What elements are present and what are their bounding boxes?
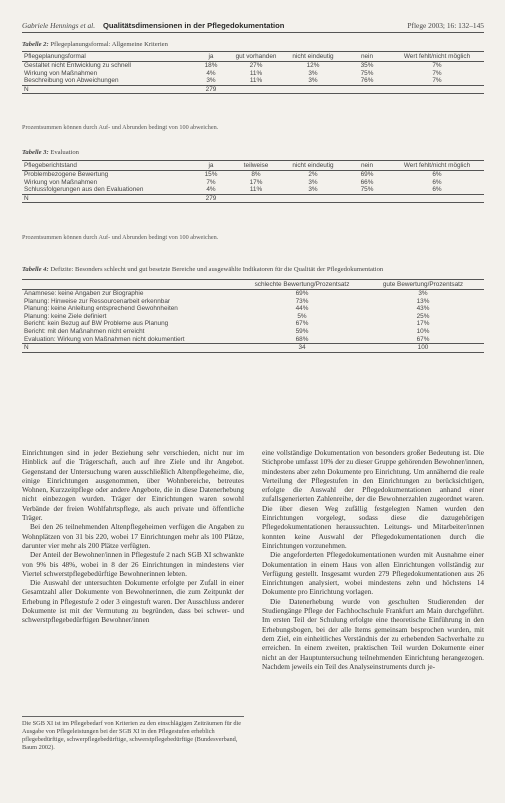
table2-caption-text: Evaluation — [50, 149, 79, 156]
table-cell: 15% — [204, 171, 218, 178]
table-row — [22, 70, 484, 78]
table-cell: Problembezogene Bewertung — [24, 171, 109, 178]
table2 — [22, 160, 484, 203]
table-cell: 5% — [297, 312, 307, 320]
table-row — [22, 305, 484, 313]
table-cell: 75% — [360, 186, 374, 194]
table-cell: 7% — [432, 69, 442, 77]
table-cell: N — [22, 194, 192, 203]
table3-caption-label: Tabelle 4: — [22, 266, 49, 273]
running-head — [22, 21, 484, 33]
table-cell: 3% — [308, 69, 318, 77]
table3 — [22, 279, 484, 353]
table-row — [22, 171, 484, 179]
table-cell: Evaluation: Wirkung von Maßnahmen nicht dokumentiert — [24, 335, 185, 343]
table-cell: 3% — [308, 77, 318, 85]
table2-note: Prozentsummen können durch Auf- und Abrunden bedingt von 100 abweichen. — [22, 234, 219, 241]
table-cell: 75% — [360, 69, 374, 77]
table-cell: 11% — [249, 77, 263, 85]
table-cell: 18% — [204, 62, 218, 69]
table-n-row — [22, 344, 484, 353]
table-cell: 76% — [360, 77, 374, 85]
body-column-right — [262, 448, 484, 671]
table-cell: 2% — [308, 171, 318, 178]
table1-caption-label: Tabelle 2: — [22, 41, 49, 48]
table2-col-header: Wert fehlt/nicht möglich — [390, 161, 484, 171]
table-cell: 7% — [432, 77, 442, 85]
table-cell: Bericht: kein Bezug auf BW Probleme aus Planung — [24, 320, 169, 328]
table-row — [22, 186, 484, 194]
body-paragraph: eine vollständige Dokumentation von besonders großer Bedeutung ist. Die Stichprobe umfasst 10% der zu dieser Gruppe gehörenden Bewohner/innen, mindestens aber zehn Dokumente pro Einrichtung. Um annähernd die reale Verteilung der Pflegestufen in den Einrichtungen zu berücksichtigen, erfolgte die Auswahl der Pflegedokumentationen anhand einer zufallsgenerierten Zahlenreihe, der die Bewohnerzahlen zugeordnet waren. Die über diesen Weg zufällig festgelegten Namen wurden den Einrichtungen vorgelegt, sodass diese die dazugehörigen Pflegedokumentationen heraussuchten. Leitungs- und Mitarbeiter/innen konnten keine Auswahl der Pflegedokumentationen durch die Einrichtungen vorzunehmen. — [262, 448, 484, 550]
table-cell: 66% — [360, 178, 374, 186]
body-paragraph: Die angeforderten Pflegedokumentationen wurden mit Ausnahme einer Dokumentation in einem Haus von allen Einrichtungen vollständig zur Verfügung gestellt. Insgesamt wurden 279 Pflegedokumentationen aus 26 Einrichtungen analysiert, wobei mindestens zehn und höchstens 14 Dokumente pro Einrichtung vorlagen. — [262, 550, 484, 597]
table-cell: 7% — [432, 62, 442, 69]
table-cell: 12% — [306, 62, 320, 69]
table2-header-row — [22, 161, 484, 171]
header-title: Qualitätsdimensionen in der Pflegedokumentation — [102, 21, 285, 30]
table2-col-header: nicht eindeutig — [282, 161, 344, 171]
table-row — [22, 336, 484, 344]
table-cell: N — [22, 344, 242, 353]
table-row — [22, 328, 484, 336]
table-cell: 3% — [418, 290, 428, 297]
table-cell: 68% — [295, 335, 309, 343]
table-cell: 3% — [308, 186, 318, 194]
table2-caption — [22, 149, 79, 156]
table-cell: Planung: keine Anleitung entsprechend Gewohnheiten — [24, 305, 178, 313]
table1-col-header: ja — [192, 52, 230, 62]
body-paragraph: Einrichtungen sind in jeder Beziehung sehr verschieden, nicht nur im Hinblick auf die Trägerschaft, auch auf ihre Ziele und ihr Angebot. Gegenstand der Untersuchung waren ausschließlich Altenpflegeheime, die, einige Einrichtungen ausgenommen, über Wohnbereiche, betreutes Wohnen, Kurzzeitpflege oder andere Angebote, die in diese Datenerhebung nicht einbezogen wurden. Träger der Einrichtungen waren sowohl Verbände der freien Wohlfahrtspflege, als auch private und öffentliche Träger. — [22, 448, 244, 523]
table-cell: 17% — [249, 178, 263, 186]
table-cell: 279 — [192, 194, 230, 203]
table1-caption-text: Pflegeplanungsformal: Allgemeine Kriterien — [50, 41, 168, 48]
table3-col-header — [22, 280, 242, 290]
table-row — [22, 298, 484, 306]
table-cell: 4% — [206, 69, 216, 77]
table-cell: 13% — [416, 297, 430, 305]
table3-caption — [22, 266, 383, 273]
table-cell: 67% — [416, 335, 430, 343]
table2-col-header: Pflegeberichtstand — [22, 161, 192, 171]
table-cell: 100 — [362, 344, 484, 353]
table-cell: Gestaltet nicht Entwicklung zu schnell — [24, 62, 131, 69]
table-cell: 6% — [432, 178, 442, 186]
table3-col-header: gute Bewertung/Prozentsatz — [362, 280, 484, 290]
table-cell: 17% — [416, 320, 430, 328]
body-paragraph: Der Anteil der Bewohner/innen in Pflegestufe 2 nach SGB XI schwankte von 9% bis 48%, wobei in 8 der 26 Einrichtungen in mindestens vier Viertel schwerstpflegebedürftige Bewohnerinnen lebten. — [22, 550, 244, 578]
table-row — [22, 179, 484, 187]
table-row — [22, 77, 484, 85]
table-cell: 34 — [242, 344, 362, 353]
table-cell: 44% — [295, 305, 309, 313]
table3-col-header: schlechte Bewertung/Prozentsatz — [242, 280, 362, 290]
table-cell: Planung: Hinweise zur Ressourcenarbeit erkennbar — [24, 297, 170, 305]
table-cell: Wirkung von Maßnahmen — [24, 178, 98, 186]
table1 — [22, 51, 484, 94]
table-row — [22, 320, 484, 328]
table-cell: 69% — [360, 171, 374, 178]
table1-col-header: gut vorhanden — [230, 52, 282, 62]
table-cell: 3% — [308, 178, 318, 186]
table-cell: 27% — [249, 62, 263, 69]
table-cell: 73% — [295, 297, 309, 305]
table-cell: 10% — [416, 327, 430, 335]
table-cell: Wirkung von Maßnahmen — [24, 69, 98, 77]
table-cell: Anamnese: keine Angaben zur Biographie — [24, 290, 144, 297]
table1-caption — [22, 41, 168, 48]
table-cell: 11% — [249, 186, 263, 194]
table-cell: 25% — [416, 312, 430, 320]
table1-header-row — [22, 52, 484, 62]
footnote: Die SGB XI ist im Pflegebedarf von Kriterien zu den einschlägigen Zeiträumen für die Ausgabe von Pflegeleistungen bei der SGB XI in den Pflegestufen erheblich pflegebedürftige, schwerpflegebedürftige, schwerstpflegebedürftige (Bundesverband, Baum 2002). — [22, 716, 244, 752]
table-cell: 7% — [206, 178, 216, 186]
table-cell: 279 — [192, 85, 230, 94]
table-row — [22, 290, 484, 298]
table-cell: 67% — [295, 320, 309, 328]
table-cell: 59% — [295, 327, 309, 335]
table1-col-header: nein — [344, 52, 390, 62]
table1-col-header: Pflegeplanungsformal — [22, 52, 192, 62]
table-cell: 4% — [206, 186, 216, 194]
table-n-row — [22, 85, 484, 94]
table-cell: 8% — [251, 171, 261, 178]
table-cell: 69% — [295, 290, 309, 297]
body-paragraph: Die Datenerhebung wurde von geschulten Studierenden der Studiengänge Pflege der Fachhochschule Frankfurt am Main durchgeführt. Im ersten Teil der Schulung erfolgte eine theoretische Einführung in den Erhebungsbogen, bei der alle Items gemeinsam besprochen wurden, mit dem Ziel, ein einheitliches Verständnis der zu erhebenden Sachverhalte zu erreichen. In einem zweiten, praktischen Teil wurden Dokumente einer nicht an der Hauptuntersuchung teilnehmenden Einrichtung herangezogen. Nachdem jeweils ein Teil des Analyseinstruments durch je- — [262, 596, 484, 671]
table1-note: Prozentsummen können durch Auf- und Abrunden bedingt von 100 abweichen. — [22, 124, 219, 131]
table1-col-header: Wert fehlt/nicht möglich — [390, 52, 484, 62]
table-row — [22, 313, 484, 321]
table-row — [22, 62, 484, 70]
table-cell: N — [22, 85, 192, 94]
header-journal: Pflege 2003; 16: 132–145 — [407, 21, 484, 30]
table-cell: 6% — [432, 171, 442, 178]
table2-col-header: teilweise — [230, 161, 282, 171]
table-cell: Schlussfolgerungen aus den Evaluationen — [24, 186, 144, 194]
table3-caption-text: Defizite: Besonders schlecht und gut besetzte Bereiche und ausgewählte Indikatoren für die Qualität der Pflegedokumentation — [50, 266, 384, 273]
body-paragraph: Bei den 26 teilnehmenden Altenpflegeheimen verfügen die Angaben zu Wohnplätzen von 31 bis 220, wobei 17 Einrichtungen mehr als 100 Plätze, darunter vier mehr als 200 Plätze verfügten. — [22, 522, 244, 550]
body-paragraph: Die Auswahl der untersuchten Dokumente erfolgte per Zufall in einer Gesamtzahl aller Dokumente von Bewohnerinnen, die zum Zeitpunkt der Erhebung in Pflegestufe 2 oder 3 eingestuft waren. Der Ausschluss anderer Dokumente ist mit der Vermutung zu begründen, dass bei schwer- und schwerstpflegebedürftigen Bewohner/innen — [22, 578, 244, 625]
table2-caption-label: Tabelle 3: — [22, 149, 49, 156]
table-cell: 11% — [249, 69, 263, 77]
table1-col-header: nicht eindeutig — [282, 52, 344, 62]
table-cell: 43% — [416, 305, 430, 313]
table-cell: 6% — [432, 186, 442, 194]
table2-col-header: nein — [344, 161, 390, 171]
table-cell: Bericht: mit den Maßnahmen nicht erreicht — [24, 327, 145, 335]
body-column-left — [22, 448, 244, 625]
table-n-row — [22, 194, 484, 203]
table2-col-header: ja — [192, 161, 230, 171]
table3-header-row — [22, 280, 484, 290]
table-cell: 3% — [206, 77, 216, 85]
table-cell: Beschreibung von Abweichungen — [24, 77, 119, 85]
table-cell: Planung: keine Ziele definiert — [24, 312, 107, 320]
table-cell: 35% — [360, 62, 374, 69]
header-authors: Gabriele Hennings et al. — [22, 21, 96, 30]
